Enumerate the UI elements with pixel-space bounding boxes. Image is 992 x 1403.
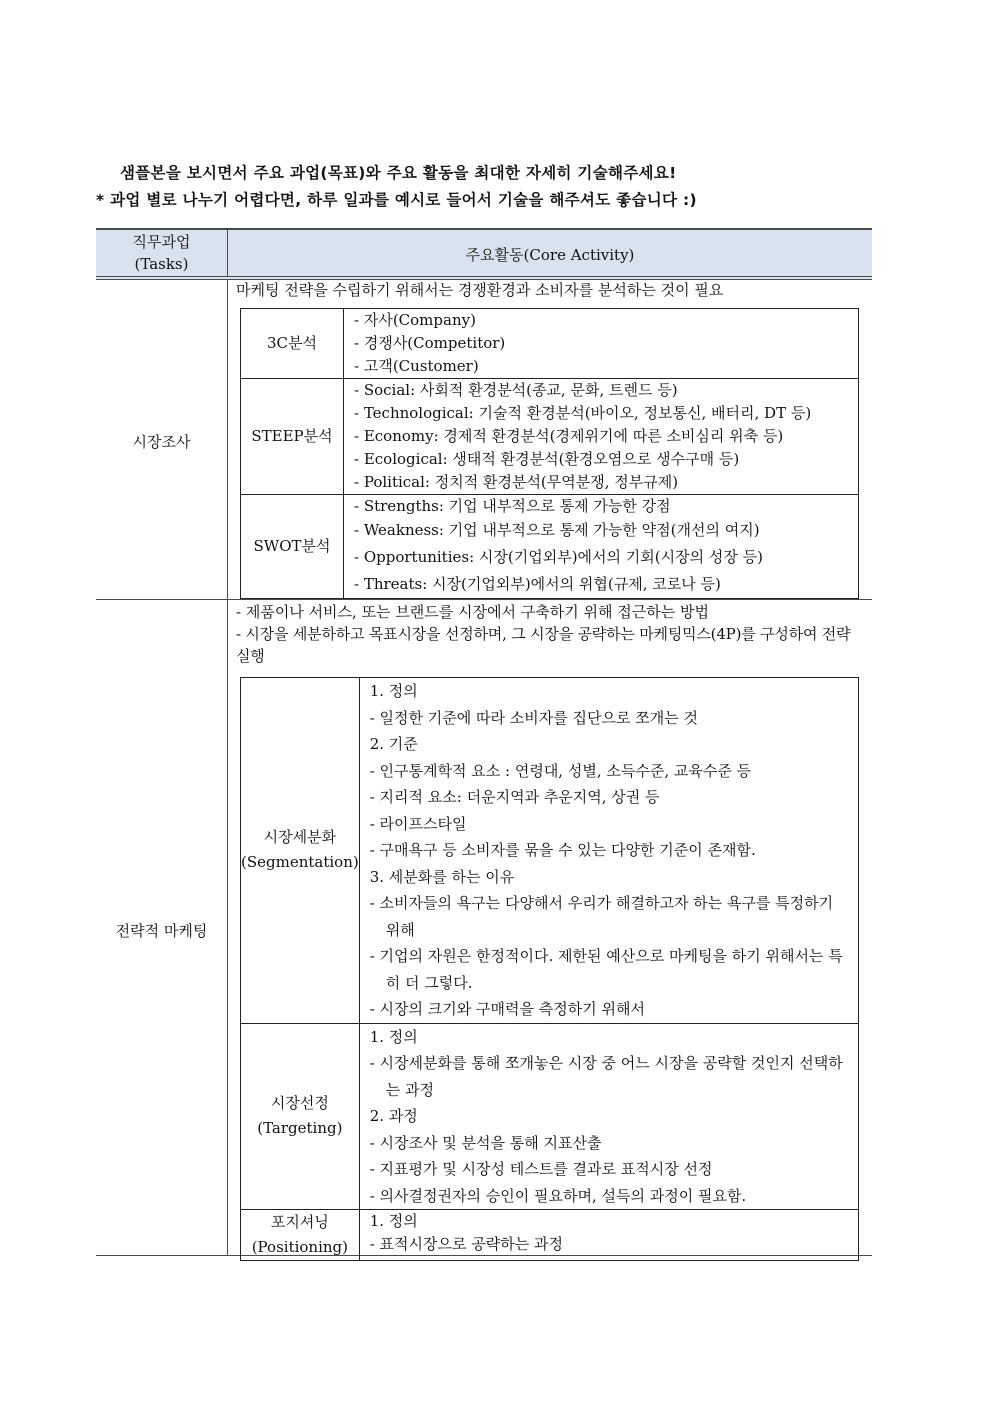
list-item: - 지표평가 및 시장성 테스트를 결과로 표적시장 선정 (369, 1160, 713, 1178)
header-activity: 주요활동(Core Activity) (465, 245, 635, 264)
activity-cell (228, 600, 872, 1255)
method-details (344, 495, 859, 599)
list-item: 1. 정의 (369, 1212, 418, 1230)
list-item: - 라이프스타일 (369, 814, 467, 833)
strategy-table (240, 677, 859, 1261)
list-item: - 표적시장으로 공략하는 과정 (369, 1235, 563, 1253)
method-details (344, 309, 859, 379)
task-cell: 전략적 마케팅 (96, 600, 228, 1255)
method-label: STEEP분석 (241, 379, 344, 495)
strategy-label: 포지셔닝 (Positioning) (241, 1210, 360, 1261)
table-row (241, 495, 859, 599)
list-item: 2. 기준 (369, 735, 418, 753)
table-row (241, 379, 859, 495)
list-item: - 소비자들의 욕구는 다양해서 우리가 해결하고자 하는 욕구를 특정하기 위해 (369, 894, 834, 939)
list-item: 1. 정의 (369, 1027, 418, 1046)
table-row (241, 1023, 859, 1210)
method-label: 3C분석 (241, 309, 344, 379)
list-item: - Ecological: 생태적 환경분석(환경오염으로 생수구매 등) (354, 450, 740, 468)
analysis-table (240, 308, 859, 599)
lead-text: - 제품이나 서비스, 또는 브랜드를 시장에서 구축하기 위해 접근하는 방법 (236, 603, 709, 621)
table-row (241, 309, 859, 379)
instruction-line-2: * 과업 별로 나누기 어렵다면, 하루 일과를 예시로 들어서 기술을 해주셔도 좋습니다 :) (96, 191, 697, 209)
list-item: - 고객(Customer) (354, 357, 479, 375)
instructions (96, 160, 876, 214)
list-item: - 시장세분화를 통해 쪼개놓은 시장 중 어느 시장을 공략할 것인지 선택하는 과정 (369, 1054, 843, 1099)
list-item: 2. 과정 (369, 1107, 418, 1125)
task-cell: 시장조사 (96, 280, 228, 599)
strategy-label: 시장세분화 (Segmentation) (241, 678, 360, 1024)
list-item: - Weakness: 기업 내부적으로 통제 가능한 약점(개선의 여지) (354, 521, 760, 539)
list-item: - Opportunities: 시장(기업외부)에서의 기회(시장의 성장 등) (354, 548, 763, 566)
table-row (241, 678, 859, 1024)
list-item: - 시장의 크기와 구매력을 측정하기 위해서 (369, 1000, 645, 1018)
list-item: - 구매욕구 등 소비자를 묶을 수 있는 다양한 기준이 존재함. (369, 841, 756, 859)
list-item: - Economy: 경제적 환경분석(경제위기에 따른 소비심리 위축 등) (354, 427, 784, 445)
list-item: - 자사(Company) (354, 311, 476, 329)
instruction-line-1: 샘플본을 보시면서 주요 과업(목표)와 주요 활동을 최대한 자세히 기술해주세요! (120, 164, 677, 182)
list-item: - 지리적 요소: 더운지역과 추운지역, 상권 등 (369, 788, 660, 806)
list-item: - 시장조사 및 분석을 통해 지표산출 (369, 1133, 602, 1152)
list-item: - Threats: 시장(기업외부)에서의 위협(규제, 코로나 등) (354, 575, 721, 593)
strategy-details (359, 1210, 858, 1261)
list-item: - 인구통계학적 요소 : 연령대, 성별, 소득수준, 교육수준 등 (369, 761, 752, 780)
activity-cell (228, 280, 872, 599)
lead-text: 마케팅 전략을 수립하기 위해서는 경쟁환경과 소비자를 분석하는 것이 필요 (236, 281, 724, 299)
lead-text: - 시장을 세분하하고 목표시장을 선정하며, 그 시장을 공략하는 마케팅믹스(4P)를 구성하여 전략 실행 (236, 625, 851, 665)
table-row (96, 600, 872, 1256)
strategy-details (359, 1023, 858, 1210)
list-item: - 의사결정권자의 승인이 필요하며, 설득의 과정이 필요함. (369, 1186, 747, 1205)
activity-table (96, 228, 872, 1256)
list-item: 1. 정의 (369, 682, 418, 700)
method-details (344, 379, 859, 495)
method-label: SWOT분석 (241, 495, 344, 599)
list-item: - Political: 정치적 환경분석(무역분쟁, 정부규제) (354, 473, 679, 491)
list-item: - Social: 사회적 환경분석(종교, 문화, 트렌드 등) (354, 381, 678, 399)
list-item: 3. 세분화를 하는 이유 (369, 867, 515, 886)
list-item: - 기업의 자원은 한정적이다. 제한된 예산으로 마케팅을 하기 위해서는 특히 더 그렇다. (369, 947, 843, 992)
list-item: - Strengths: 기업 내부적으로 통제 가능한 강점 (354, 497, 671, 515)
list-item: - 일정한 기준에 따라 소비자를 집단으로 쪼개는 것 (369, 708, 698, 727)
header-tasks: 직무과업 (Tasks) (96, 230, 228, 276)
table-header (96, 228, 872, 280)
table-row (96, 280, 872, 600)
strategy-label: 시장선정 (Targeting) (241, 1023, 360, 1210)
table-row (241, 1210, 859, 1261)
list-item: - 경쟁사(Competitor) (354, 334, 506, 352)
strategy-details (359, 678, 858, 1024)
list-item: - Technological: 기술적 환경분석(바이오, 정보통신, 배터리, DT 등) (354, 404, 812, 422)
